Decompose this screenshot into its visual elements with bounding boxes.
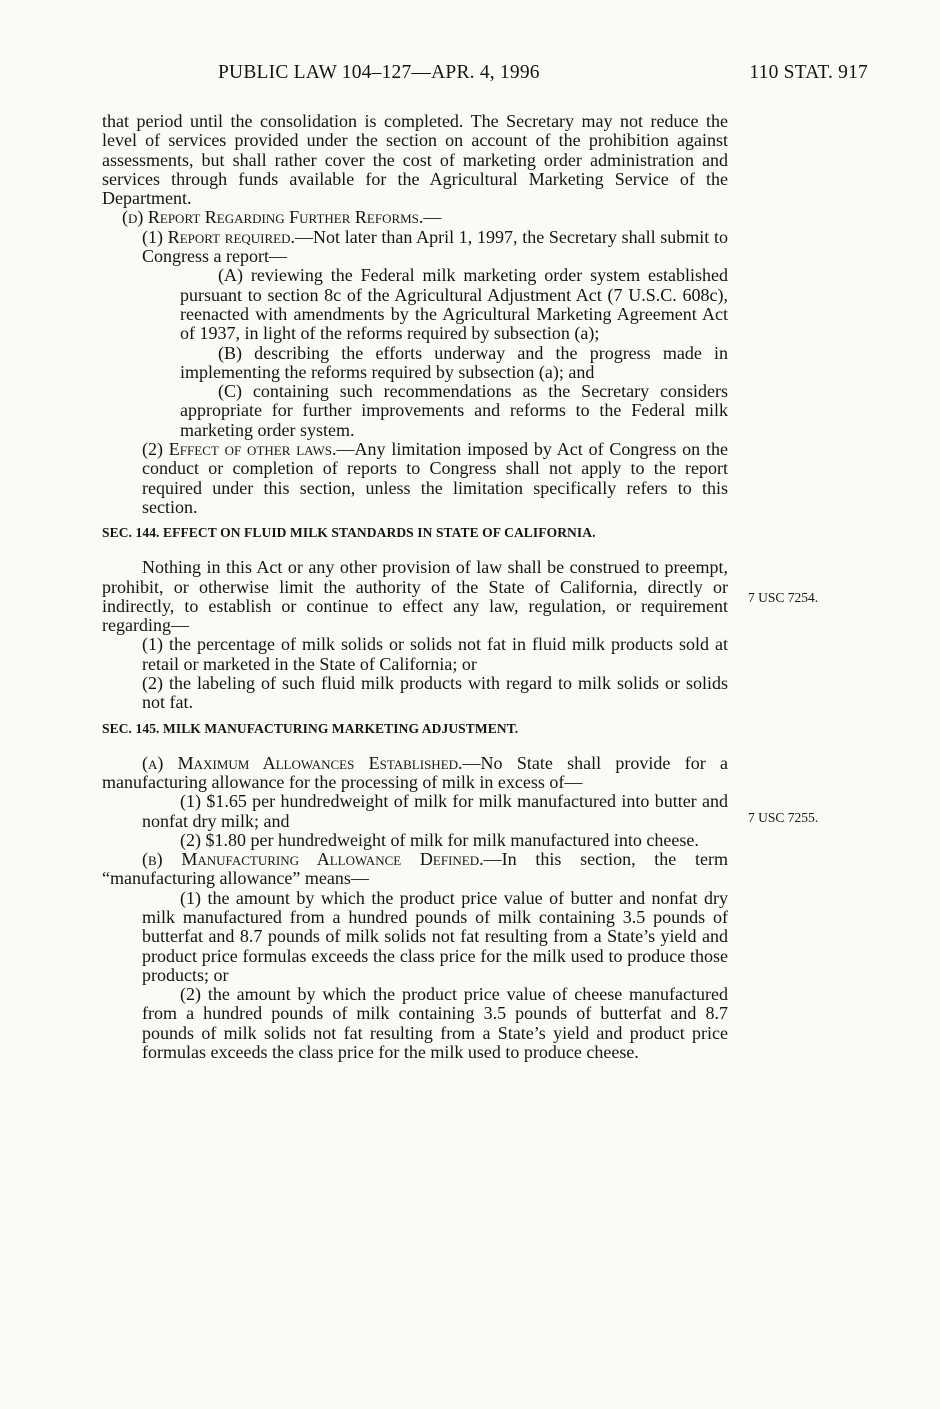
margin-note-sec145: 7 USC 7255. [748, 810, 819, 825]
section-145-a-text: —No State shall provide for a manufacturing allowance for the processing of milk in excess of— [102, 752, 728, 792]
section-144-item-2: (2) the labeling of such fluid milk products with regard to milk solids or solids not fat. [142, 673, 728, 713]
section-145-a-heading: (a) Maximum Allowances Established. [142, 752, 463, 773]
stat-page-number: 110 STAT. 917 [749, 62, 868, 83]
section-145-b-item-2: (2) the amount by which the product price value of cheese manufactured from a hundred pounds of milk containing 3.5 pounds of butterfat and 8.7 pounds of milk solids not fat resulting from a State’s yield and product price formulas exceeds the class price for the milk used to produce cheese. [142, 984, 728, 1063]
paragraph-d1-text: —Not later than April 1, 1997, the Secretary shall submit to Congress a report— [142, 226, 728, 267]
document-body [102, 112, 728, 1062]
section-145-heading: SEC. 145. MILK MANUFACTURING MARKETING ADJUSTMENT. [102, 720, 519, 736]
paragraph-d1-heading: (1) Report required. [142, 226, 296, 247]
section-145-b-heading: (b) Manufacturing Allowance Defined. [142, 849, 484, 870]
paragraph-intro: that period until the consolidation is completed. The Secretary may not reduce the level of services provided under the section on account of the prohibition against assessments, but shall rather cover the cost of marketing order administration and services through funds available for the Agricultural Marketing Service of the Department. [102, 111, 728, 209]
clause-d-A: (A) reviewing the Federal milk marketing order system established pursuant to section 8c of the Agricultural Adjustment Act (7 U.S.C. 608c), reenacted with amendments by the Agricultural Marketing Agreement Act of 1937, in light of the reforms required by subsection (a); [180, 265, 728, 344]
section-145-a [102, 754, 728, 793]
paragraph-d2-text: —Any limitation imposed by Act of Congress on the conduct or completion of reports to Congress shall not apply to the report required under this section, unless the limitation specifically refers to this section. [142, 439, 728, 517]
clause-d-B: (B) describing the efforts underway and the progress made in implementing the reforms required by subsection (a); and [180, 342, 728, 382]
section-145-b-item-1: (1) the amount by which the product price value of butter and nonfat dry milk manufactured from a hundred pounds of milk containing 3.5 pounds of butterfat and 8.7 pounds of milk solids not fat resulting from a State’s yield and product price formulas exceeds the class price for the milk used to produce those products; or [142, 887, 728, 985]
section-144-text: Nothing in this Act or any other provision of law shall be construed to preempt, prohibit, or otherwise limit the authority of the State of California, directly or indirectly, to establish or continue to effect any law, regulation, or requirement regarding— [102, 557, 728, 636]
section-145-a-item-2: (2) $1.80 per hundredweight of milk for milk manufactured into cheese. [180, 829, 699, 850]
paragraph-d2 [102, 440, 728, 517]
subsection-d-heading: (d) Report Regarding Further Reforms.— [122, 207, 442, 228]
paragraph-d2-heading: (2) Effect of other laws. [142, 439, 337, 460]
section-145-b-text: —In this section, the term “manufacturing allowance” means— [102, 849, 728, 889]
paragraph-d1 [102, 228, 728, 267]
clause-d-C: (C) containing such recommendations as the Secretary considers appropriate for further improvements and reforms to the Federal milk marketing order system. [180, 381, 728, 440]
section-145-b [102, 850, 728, 889]
section-145-a-item-1: (1) $1.65 per hundredweight of milk for milk manufactured into butter and nonfat dry milk; and [142, 791, 728, 831]
running-head: PUBLIC LAW 104–127—APR. 4, 1996 [218, 62, 540, 83]
margin-note-sec144: 7 USC 7254. [748, 590, 819, 605]
section-144-item-1: (1) the percentage of milk solids or solids not fat in fluid milk products sold at retail or marketed in the State of California; or [142, 634, 728, 674]
section-144-heading: SEC. 144. EFFECT ON FLUID MILK STANDARDS IN STATE OF CALIFORNIA. [102, 525, 596, 541]
